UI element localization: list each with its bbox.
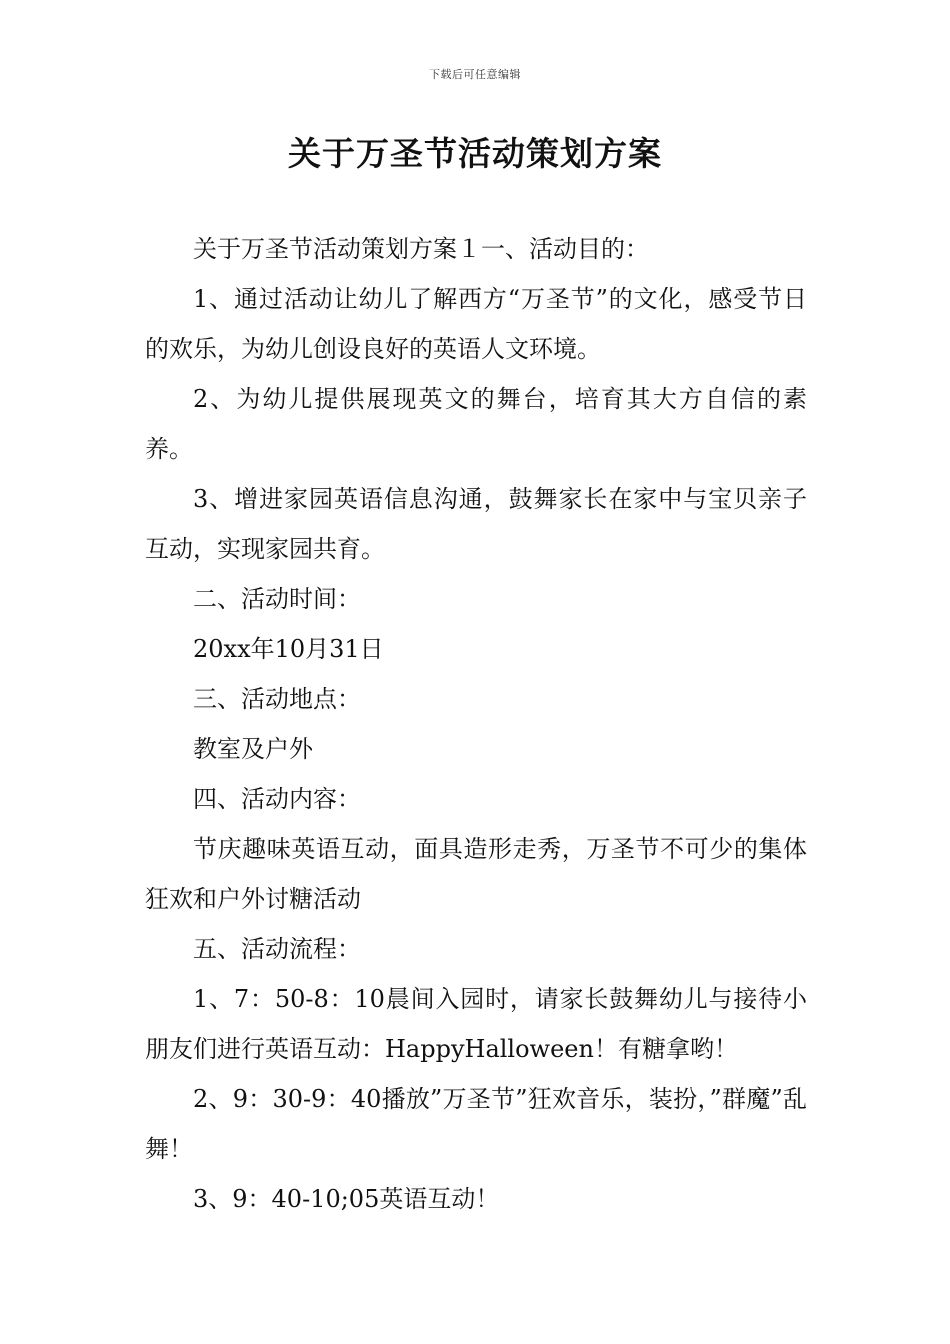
paragraph-date: 20xx年10月31日 (193, 635, 384, 663)
header-note: 下载后可任意编辑 (429, 68, 521, 81)
paragraph-content: 节庆趣味英语互动，面具造形走秀，万圣节不可少的集体狂欢和户外讨糖活动 (145, 835, 807, 913)
paragraph-goal-2: 2、为幼儿提供展现英文的舞台，培育其大方自信的素养。 (145, 385, 807, 463)
document-body (145, 224, 807, 1224)
paragraph-process-1: 1、7：50-8：10晨间入园时，请家长鼓舞幼儿与接待小朋友们进行英语互动：HappyHalloween！有糖拿哟！ (145, 985, 807, 1063)
paragraph-location: 教室及户外 (193, 735, 313, 763)
paragraph-goal-3: 3、增进家园英语信息沟通，鼓舞家长在家中与宝贝亲子互动，实现家园共育。 (145, 485, 807, 563)
paragraph-process-2: 2、9：30-9：40播放”万圣节”狂欢音乐，装扮，”群魔”乱舞！ (145, 1085, 807, 1163)
paragraph-intro: 关于万圣节活动策划方案１一、活动目的： (193, 235, 649, 263)
document-title: 关于万圣节活动策划方案 (288, 134, 662, 173)
paragraph-goal-1: 1、通过活动让幼儿了解西方“万圣节”的文化，感受节日的欢乐，为幼儿创设良好的英语人文环境。 (145, 285, 807, 363)
paragraph-process-3: 3、9：40-10;05英语互动！ (193, 1185, 500, 1213)
section-heading-content: 四、活动内容： (193, 785, 361, 813)
section-heading-location: 三、活动地点： (193, 685, 361, 713)
section-heading-process: 五、活动流程： (193, 935, 361, 963)
section-heading-time: 二、活动时间： (193, 585, 361, 613)
